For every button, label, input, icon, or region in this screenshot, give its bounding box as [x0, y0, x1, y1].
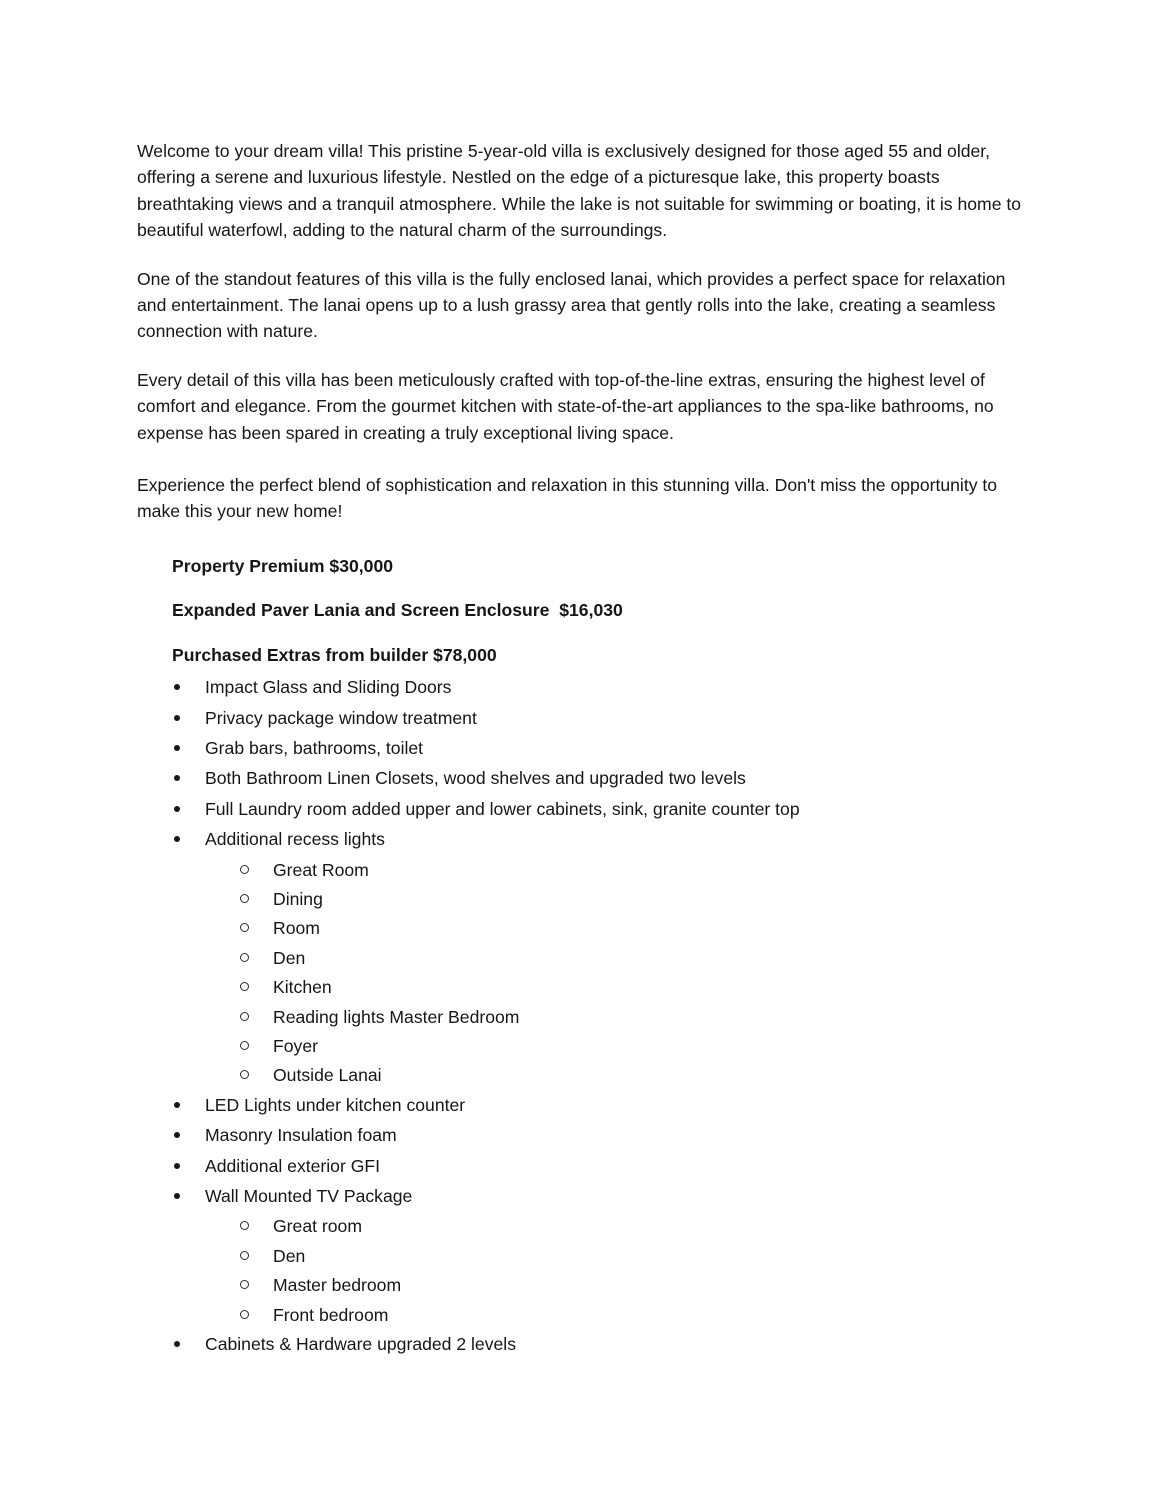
pricing-section [137, 553, 1024, 668]
circle-bullet-icon [240, 1221, 249, 1230]
property-premium-line: Property Premium $30,000 [172, 555, 394, 576]
bullet-icon [174, 775, 180, 781]
bullet-icon [174, 1341, 180, 1347]
circle-bullet-icon [240, 1310, 249, 1319]
list-item [137, 1092, 1024, 1118]
sub-list-item [137, 945, 1024, 971]
intro-paragraph-2: One of the standout features of this villa is the fully enclosed lanai, which provides a perfect space for relaxation and entertainment. The lanai opens up to a lush grassy area that gently rolls into the lake, creating a seamless connection with nature. [137, 268, 1006, 342]
circle-bullet-icon [240, 953, 249, 962]
list-item-text: Both Bathroom Linen Closets, wood shelves and upgraded two levels [205, 768, 746, 789]
sub-list-item [137, 1062, 1024, 1088]
bullet-icon [174, 684, 180, 690]
sub-list-item-text: Dining [273, 888, 323, 909]
list-item-text: Grab bars, bathrooms, toilet [205, 737, 424, 758]
list-item [137, 735, 1024, 761]
sub-list-item-text: Den [273, 947, 306, 968]
circle-bullet-icon [240, 1280, 249, 1289]
sub-list-item-text: Outside Lanai [273, 1065, 382, 1086]
sub-list-item-text: Front bedroom [273, 1304, 389, 1325]
list-item-text: Masonry Insulation foam [205, 1125, 397, 1146]
sub-list-item-text: Master bedroom [273, 1275, 402, 1296]
sub-list-item [137, 1243, 1024, 1269]
list-item [137, 705, 1024, 731]
list-item-text: LED Lights under kitchen counter [205, 1094, 466, 1115]
bullet-icon [174, 745, 180, 751]
circle-bullet-icon [240, 1251, 249, 1260]
bullet-icon [174, 806, 180, 812]
sub-list-item-text: Room [273, 918, 320, 939]
sub-list-item-text: Great Room [273, 859, 369, 880]
sub-list-item [137, 857, 1024, 883]
intro-paragraph-1: Welcome to your dream villa! This pristine 5-year-old villa is exclusively designed for those aged 55 and older, offering a serene and luxurious lifestyle. Nestled on the edge of a picturesque lake, this property boasts breathtaking views and a tranquil atmosphere. While the lake is not suitable for swimming or boating, it is home to beautiful waterfowl, adding to the natural charm of the surroundings. [137, 141, 1022, 241]
bullet-icon [174, 1102, 180, 1108]
extras-bullet-list [137, 674, 1024, 1357]
circle-bullet-icon [240, 1070, 249, 1079]
list-item [137, 674, 1024, 700]
sub-list-item [137, 1272, 1024, 1298]
paver-lanai-line: Expanded Paver Lania and Screen Enclosure $16,030 [172, 600, 623, 621]
list-item-text: Wall Mounted TV Package [205, 1186, 413, 1206]
circle-bullet-icon [240, 894, 249, 903]
sub-list-item [137, 915, 1024, 941]
sub-list-item-text: Reading lights Master Bedroom [273, 1006, 520, 1027]
list-item-text: Additional recess lights [205, 829, 385, 850]
sub-list-item [137, 886, 1024, 912]
list-item-text: Cabinets & Hardware upgraded 2 levels [205, 1334, 517, 1355]
list-item-text: Full Laundry room added upper and lower cabinets, sink, granite counter top [205, 798, 800, 819]
list-item [137, 1122, 1024, 1148]
bullet-icon [174, 1132, 180, 1138]
list-item-text: Privacy package window treatment [205, 707, 477, 728]
sub-list-item-text: Kitchen [273, 977, 332, 998]
intro-paragraph-4: Experience the perfect blend of sophistication and relaxation in this stunning villa. Don't miss the opportunity to make this your new home! [137, 475, 998, 522]
list-item-text: Impact Glass and Sliding Doors [205, 677, 452, 698]
sub-list-item [137, 1033, 1024, 1059]
circle-bullet-icon [240, 1041, 249, 1050]
circle-bullet-icon [240, 865, 249, 874]
list-item-text: Additional exterior GFI [205, 1155, 381, 1176]
bullet-icon [174, 836, 180, 842]
list-item [137, 1153, 1024, 1179]
list-item [137, 826, 1024, 852]
sub-list-item-text: Den [273, 1245, 306, 1266]
sub-list-item [137, 974, 1024, 1000]
list-item [137, 1183, 1024, 1209]
sub-list-item [137, 1302, 1024, 1328]
intro-paragraph-3: Every detail of this villa has been meticulously crafted with top-of-the-line extras, ensuring the highest level of comfort and elegance. From the gourmet kitchen with state-of-the-art appliances to the spa-like bathrooms, no expense has been spared in creating a truly exceptional living space. [137, 369, 994, 443]
sub-list-item-text: Foyer [273, 1035, 318, 1056]
purchased-extras-line: Purchased Extras from builder $78,000 [172, 644, 497, 665]
sub-list-item [137, 1213, 1024, 1239]
bullet-icon [174, 715, 180, 721]
list-item [137, 796, 1024, 822]
sub-list-item-text: Great room [273, 1216, 362, 1237]
list-item [137, 765, 1024, 791]
circle-bullet-icon [240, 1012, 249, 1021]
circle-bullet-icon [240, 923, 249, 932]
bullet-icon [174, 1163, 180, 1169]
list-item [137, 1331, 1024, 1357]
bullet-icon [174, 1193, 180, 1199]
sub-list-item [137, 1004, 1024, 1030]
circle-bullet-icon [240, 982, 249, 991]
